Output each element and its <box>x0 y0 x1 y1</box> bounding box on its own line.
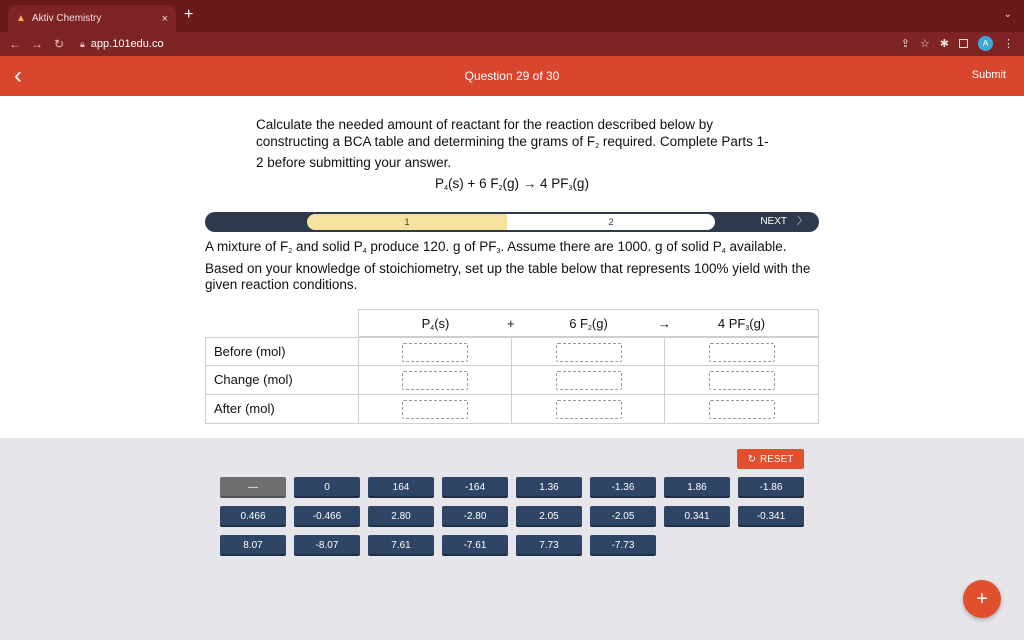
divider <box>511 395 512 423</box>
bca-header-row <box>358 309 819 337</box>
part-sub: 4 <box>362 248 367 255</box>
h-text: 6 F <box>569 316 588 331</box>
browser-back-icon[interactable]: ← <box>9 37 21 51</box>
divider <box>511 338 512 366</box>
extensions-puzzle-icon[interactable]: ✱ <box>939 38 949 50</box>
answer-tile[interactable]: 7.61 <box>368 535 434 556</box>
tab-close-icon[interactable]: × <box>161 12 168 25</box>
h-sub: 4 <box>430 325 435 332</box>
answer-tile[interactable]: 8.07 <box>220 535 286 556</box>
drop-zone-after-pf3[interactable] <box>709 400 775 419</box>
answer-tile-blank[interactable]: — <box>220 477 286 498</box>
row-label: Change (mol) <box>214 372 293 387</box>
drop-zone-before-p4[interactable] <box>402 343 468 362</box>
eq-text: (s) + 6 F <box>447 176 499 191</box>
step-2-tab[interactable]: 2 <box>507 214 715 230</box>
answer-tile[interactable]: 164 <box>368 477 434 498</box>
part-text: and solid P <box>292 239 363 254</box>
answer-tile[interactable]: 2.80 <box>368 506 434 527</box>
question-content <box>0 96 1024 438</box>
lock-icon[interactable]: 🔒︎ <box>80 38 85 49</box>
tab-search-chevron-icon[interactable]: ⌄ <box>1003 9 1012 20</box>
reset-button[interactable] <box>737 449 804 469</box>
answer-tile[interactable]: 0 <box>294 477 360 498</box>
h-text: P <box>421 316 431 331</box>
eq-text: (g) <box>572 176 589 191</box>
header-f2 <box>512 310 665 338</box>
divider <box>664 366 665 394</box>
next-label: NEXT <box>760 216 787 227</box>
add-fab-button[interactable]: + <box>963 580 1001 618</box>
drop-zone-change-pf3[interactable] <box>709 371 775 390</box>
eq-sub: 3 <box>568 185 573 192</box>
answer-tile[interactable]: -8.07 <box>294 535 360 556</box>
answer-tile[interactable]: -0.341 <box>738 506 804 527</box>
step-1-tab[interactable]: 1 <box>307 214 507 230</box>
row-label: After (mol) <box>214 401 275 416</box>
plus-sign: + <box>507 316 515 331</box>
reload-icon[interactable]: ↻ <box>53 37 65 51</box>
browser-tab[interactable] <box>8 5 176 32</box>
answer-tile[interactable]: 1.86 <box>664 477 730 498</box>
prompt-text: Calculate the needed amount of reactant for the reaction described below by constructing a BCA table and determining the grams of F <box>256 117 714 149</box>
answer-tile[interactable]: -7.61 <box>442 535 508 556</box>
h-text: (s) <box>434 316 450 331</box>
eq-text: (g) → 4 PF <box>502 176 569 191</box>
part-description <box>205 239 825 294</box>
app-header <box>0 56 1024 96</box>
tab-title: Aktiv Chemistry <box>31 13 102 24</box>
part-sub: 2 <box>288 248 293 255</box>
answer-tile[interactable]: 1.36 <box>516 477 582 498</box>
divider <box>664 338 665 366</box>
url-field[interactable]: app.101edu.co <box>90 38 164 50</box>
h-text: (g) <box>749 316 766 331</box>
question-prompt <box>256 117 776 172</box>
divider <box>358 338 359 366</box>
bca-row-change <box>205 366 819 395</box>
answer-tile[interactable]: 0.466 <box>220 506 286 527</box>
answer-tile[interactable]: -164 <box>442 477 508 498</box>
drop-zone-before-pf3[interactable] <box>709 343 775 362</box>
address-bar <box>0 32 1024 56</box>
part-text: produce 120. g of PF <box>366 239 497 254</box>
answer-tile[interactable]: 0.341 <box>664 506 730 527</box>
answer-tile[interactable]: 2.05 <box>516 506 582 527</box>
answer-tile[interactable]: -2.80 <box>442 506 508 527</box>
prompt-subscript: 2 <box>595 142 600 150</box>
bca-row-before <box>205 337 819 366</box>
part-sub: 3 <box>496 248 501 255</box>
answer-tile[interactable]: -0.466 <box>294 506 360 527</box>
aktiv-favicon-icon: ▲ <box>16 13 26 24</box>
drop-zone-change-f2[interactable] <box>556 371 622 390</box>
next-button[interactable] <box>760 215 807 229</box>
drop-zone-after-p4[interactable] <box>402 400 468 419</box>
browser-tab-bar <box>0 0 1024 32</box>
bca-row-after <box>205 395 819 424</box>
h-text: 4 PF <box>717 316 746 331</box>
answer-tile[interactable]: -1.36 <box>590 477 656 498</box>
divider <box>664 395 665 423</box>
part-text: A mixture of F <box>205 239 289 254</box>
h-sub: 2 <box>588 325 592 332</box>
header-p4 <box>359 310 512 338</box>
answer-tile[interactable]: 7.73 <box>516 535 582 556</box>
submit-button[interactable]: Submit <box>971 69 1006 81</box>
divider <box>358 395 359 423</box>
eq-sub: 2 <box>498 185 503 192</box>
eq-text: P <box>435 176 445 191</box>
reaction-equation <box>0 176 1024 192</box>
part-progress-bar <box>205 212 819 232</box>
drop-zone-before-f2[interactable] <box>556 343 622 362</box>
answer-tile[interactable]: -2.05 <box>590 506 656 527</box>
part-text: . Assume there are 1000. g of solid P <box>500 239 722 254</box>
divider <box>511 366 512 394</box>
share-icon[interactable]: ⇪ <box>900 38 910 50</box>
chevron-right-icon: 〉 <box>797 216 807 227</box>
sidebar-panel-icon[interactable] <box>959 39 968 48</box>
header-pf3 <box>665 310 818 338</box>
reset-label: RESET <box>760 453 794 465</box>
browser-menu-icon[interactable]: ⋮ <box>1003 38 1014 50</box>
answer-tile[interactable]: -1.86 <box>738 477 804 498</box>
divider <box>358 366 359 394</box>
arrow-sign: → <box>658 316 671 331</box>
question-title: Question 29 of 30 <box>464 69 560 83</box>
browser-forward-icon[interactable]: → <box>31 37 43 51</box>
new-tab-button[interactable]: + <box>184 6 194 23</box>
part-text: available. Based on your knowledge of stoichiometry, set up the table below that represents 100% yield with the given reaction conditions. <box>205 239 811 292</box>
eq-sub: 4 <box>444 185 448 192</box>
back-chevron-icon[interactable]: ‹ <box>14 62 22 89</box>
reset-icon: ↻ <box>747 453 757 465</box>
answer-tile[interactable]: -7.73 <box>590 535 656 556</box>
h-text: (g) <box>591 316 608 331</box>
prompt-text: required. Complete Parts 1-2 before submitting your answer. <box>256 133 769 170</box>
part-sub: 4 <box>721 248 726 255</box>
h-sub: 3 <box>745 325 750 332</box>
drop-zone-after-f2[interactable] <box>556 400 622 419</box>
profile-avatar[interactable]: A <box>978 36 993 51</box>
drop-zone-change-p4[interactable] <box>402 371 468 390</box>
bookmark-star-icon[interactable]: ☆ <box>919 38 930 50</box>
row-label: Before (mol) <box>214 344 286 359</box>
